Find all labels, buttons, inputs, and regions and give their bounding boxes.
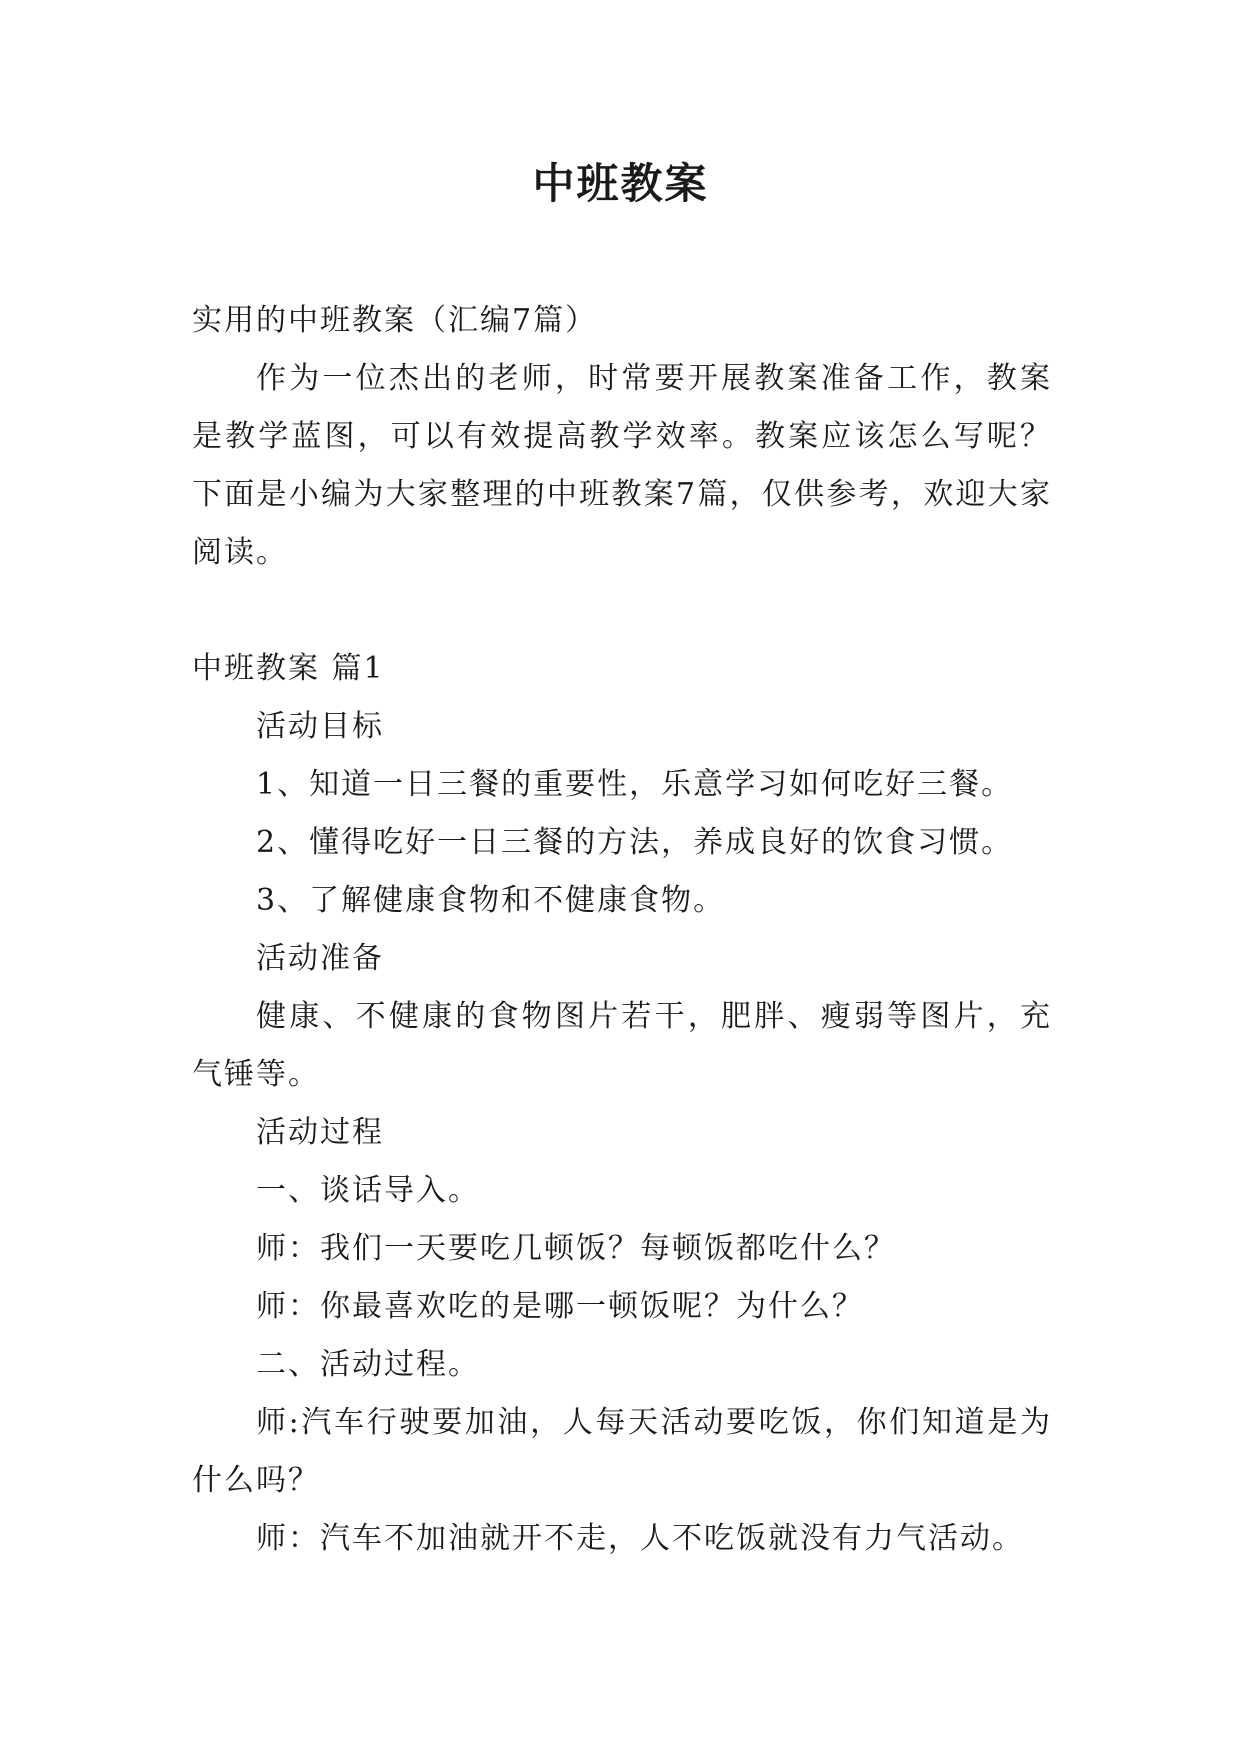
process-heading: 活动过程 [256, 1115, 384, 1150]
process-item: 师：汽车不加油就开不走，人不吃饭就没有力气活动。 [256, 1521, 1024, 1556]
process-item: 师:汽车行驶要加油，人每天活动要吃饭，你们知道是为什么吗？ [192, 1405, 1052, 1498]
section-heading: 中班教案 篇1 [192, 651, 385, 686]
process-item: 师：你最喜欢吃的是哪一顿饭呢？为什么？ [256, 1289, 864, 1324]
document-subtitle: 实用的中班教案（汇编7篇） [192, 303, 598, 338]
section-spacer [192, 582, 1052, 640]
prep-heading: 活动准备 [256, 941, 384, 976]
goal-heading: 活动目标 [256, 709, 384, 744]
intro-paragraph: 作为一位杰出的老师，时常要开展教案准备工作，教案是教学蓝图，可以有效提高教学效率。教案应该怎么写呢？下面是小编为大家整理的中班教案7篇，仅供参考，欢迎大家阅读。 [192, 361, 1052, 570]
goal-item: 1、知道一日三餐的重要性，乐意学习如何吃好三餐。 [256, 767, 1014, 802]
process-item: 二、活动过程。 [256, 1347, 480, 1382]
page-title: 中班教案 [532, 159, 709, 208]
prep-paragraph: 健康、不健康的食物图片若干，肥胖、瘦弱等图片，充气锤等。 [192, 999, 1052, 1092]
goal-item: 2、懂得吃好一日三餐的方法，养成良好的饮食习惯。 [256, 825, 1014, 860]
goal-item: 3、了解健康食物和不健康食物。 [256, 883, 726, 918]
document-body [192, 292, 1052, 1568]
process-item: 师：我们一天要吃几顿饭？每顿饭都吃什么？ [256, 1231, 896, 1266]
process-item: 一、谈话导入。 [256, 1173, 480, 1208]
